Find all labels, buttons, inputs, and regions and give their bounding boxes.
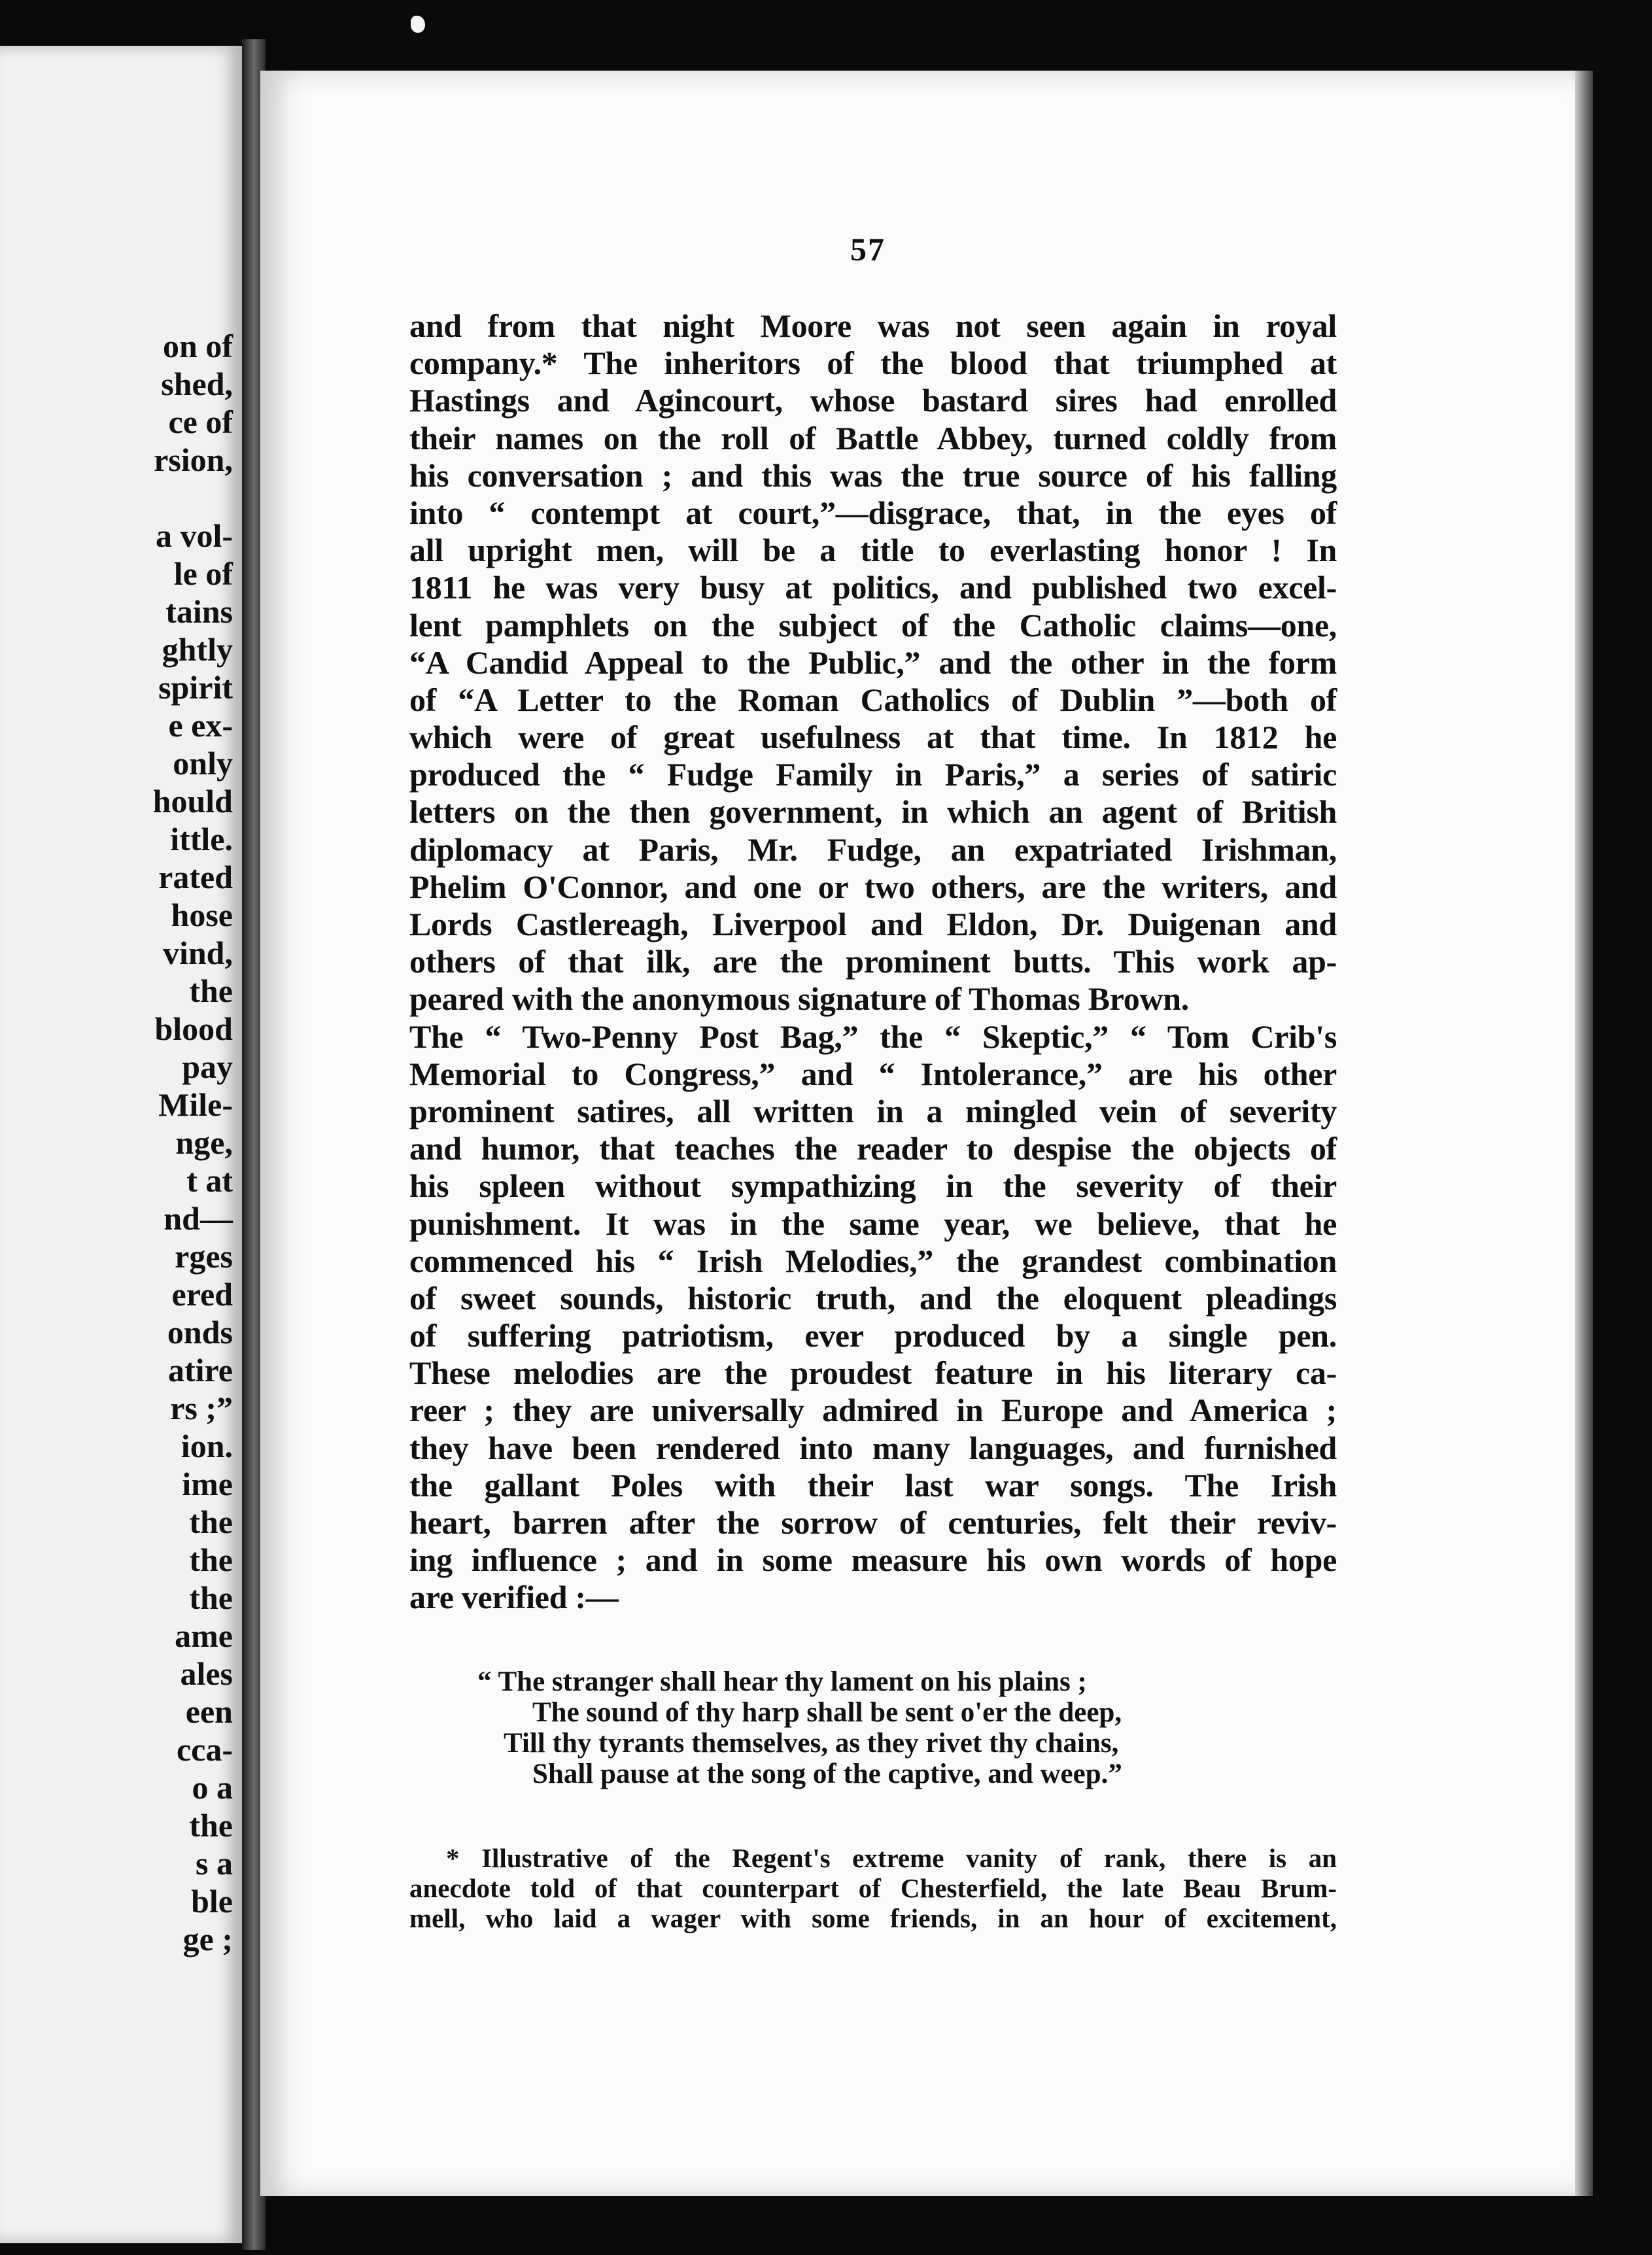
body-text xyxy=(409,307,1337,1617)
left-page-fragment: een xyxy=(185,1693,233,1730)
left-page-fragment: vind, xyxy=(162,935,233,971)
body-line: into “ contempt at court,”—disgrace, that, in the eyes of xyxy=(409,494,1337,531)
body-line: Hastings and Agincourt, whose bastard sires had enrolled xyxy=(409,382,1337,419)
page-edge xyxy=(1575,71,1593,2196)
left-page-fragment: tains xyxy=(165,593,233,630)
body-line: diplomacy at Paris, Mr. Fudge, an expatriated Irishman, xyxy=(409,831,1337,868)
body-line: 1811 he was very busy at politics, and published two excel- xyxy=(409,569,1337,606)
body-line: heart, barren after the sorrow of centuries, felt their reviv- xyxy=(409,1504,1337,1541)
left-page-fragment: e ex- xyxy=(168,707,233,744)
left-page-fragment: spirit xyxy=(158,669,233,706)
left-page-fragment: rges xyxy=(175,1238,233,1275)
verse-line: The sound of thy harp shall be sent o'er the deep, xyxy=(532,1697,1122,1728)
left-facing-page xyxy=(0,46,242,2243)
left-page-fragment: the xyxy=(189,973,233,1009)
body-line: their names on the roll of Battle Abbey, turned coldly from xyxy=(409,419,1337,456)
left-page-fragment: the xyxy=(189,1579,233,1616)
left-page-fragment: cca- xyxy=(176,1731,233,1768)
left-page-fragment: o a xyxy=(192,1769,233,1806)
left-page-fragment: hould xyxy=(152,783,233,819)
body-line: punishment. It was in the same year, we believe, that he xyxy=(409,1205,1337,1242)
left-page-fragment: rated xyxy=(158,859,233,895)
scan-speck xyxy=(411,16,425,33)
left-page-fragment: a vol- xyxy=(155,517,233,554)
left-page-fragment: only xyxy=(173,745,233,782)
verse-line: Shall pause at the song of the captive, and weep.” xyxy=(532,1759,1122,1789)
body-line: ing influence ; and in some measure his own words of hope xyxy=(409,1541,1337,1579)
body-line: produced the “ Fudge Family in Paris,” a series of satiric xyxy=(409,756,1337,793)
body-line: others of that ilk, are the prominent butts. This work ap- xyxy=(409,943,1337,980)
left-page-fragment: onds xyxy=(167,1314,233,1351)
body-line: prominent satires, all written in a mingled vein of severity xyxy=(409,1092,1337,1129)
body-line: of sweet sounds, historic truth, and the eloquent pleadings xyxy=(409,1279,1337,1317)
left-page-fragment: ittle. xyxy=(170,821,233,857)
body-line: Phelim O'Connor, and one or two others, are the writers, and xyxy=(409,868,1337,905)
body-line: These melodies are the proudest feature in his literary ca- xyxy=(409,1354,1337,1392)
body-line: lent pamphlets on the subject of the Catholic claims—one, xyxy=(409,606,1337,644)
body-line: his spleen without sympathizing in the severity of their xyxy=(409,1167,1337,1205)
left-page-fragment: nge, xyxy=(175,1124,233,1161)
left-page-fragment: ales xyxy=(180,1655,233,1692)
left-page-fragment: pay xyxy=(182,1048,233,1085)
body-line: The “ Two-Penny Post Bag,” the “ Skeptic,” “ Tom Crib's xyxy=(409,1018,1337,1055)
left-page-fragment: atire xyxy=(167,1352,233,1388)
verse-quote xyxy=(477,1666,1122,1789)
left-page-fragment: rsion, xyxy=(154,441,233,478)
left-page-fragment: nd— xyxy=(163,1200,233,1237)
body-line: letters on the then government, in which an agent of British xyxy=(409,793,1337,831)
body-line: “A Candid Appeal to the Public,” and the other in the form xyxy=(409,644,1337,681)
body-line: Memorial to Congress,” and “ Intolerance,” are his other xyxy=(409,1055,1337,1092)
body-line: of “A Letter to the Roman Catholics of Dublin ”—both of xyxy=(409,681,1337,718)
left-page-fragment: the xyxy=(189,1541,233,1578)
left-page-text-fragments xyxy=(153,327,233,1958)
verse-line: Till thy tyrants themselves, as they rivet thy chains, xyxy=(504,1728,1119,1759)
footnote-line: * Illustrative of the Regent's extreme vanity of rank, there is an xyxy=(446,1843,1337,1873)
left-page-fragment: ame xyxy=(175,1617,233,1654)
left-page-fragment: ered xyxy=(171,1276,233,1313)
left-page-fragment: the xyxy=(189,1807,233,1844)
left-page-fragment: ce of xyxy=(168,404,233,440)
left-page-fragment: t at xyxy=(186,1162,233,1199)
left-page-fragment: Mile- xyxy=(158,1086,233,1123)
body-line: and from that night Moore was not seen again in royal xyxy=(409,307,1337,344)
footnote-line: mell, who laid a wager with some friends, in an hour of excitement, xyxy=(409,1903,1337,1933)
left-page-fragment: blood xyxy=(154,1010,233,1047)
left-page-fragment: le of xyxy=(173,555,233,592)
left-page-fragment xyxy=(153,479,233,517)
body-line: company.* The inheritors of the blood that triumphed at xyxy=(409,345,1337,382)
left-page-fragment: s a xyxy=(196,1845,233,1882)
left-page-fragment: ge ; xyxy=(182,1921,233,1957)
left-page-fragment: on of xyxy=(163,328,233,364)
left-page-fragment: hose xyxy=(171,897,233,933)
left-page-fragment: ion. xyxy=(181,1428,233,1464)
body-line: reer ; they are universally admired in Europe and America ; xyxy=(409,1392,1337,1429)
left-page-fragment: ghtly xyxy=(162,631,233,668)
left-page-fragment: shed, xyxy=(161,366,233,402)
left-page-fragment: ble xyxy=(191,1883,233,1919)
body-line: all upright men, will be a title to everlasting honor ! In xyxy=(409,532,1337,569)
verse-line: “ The stranger shall hear thy lament on his plains ; xyxy=(477,1666,1087,1697)
footnote-line: anecdote told of that counterpart of Chesterfield, the late Beau Brum- xyxy=(409,1873,1337,1903)
body-line: and humor, that teaches the reader to despise the objects of xyxy=(409,1130,1337,1167)
page-number: 57 xyxy=(850,231,886,267)
body-line: Lords Castlereagh, Liverpool and Eldon, Dr. Duigenan and xyxy=(409,906,1337,942)
body-line: his conversation ; and this was the true source of his falling xyxy=(409,456,1337,494)
body-line: they have been rendered into many languages, and furnished xyxy=(409,1429,1337,1466)
body-line: of suffering patriotism, ever produced by a single pen. xyxy=(409,1317,1337,1354)
body-line: peared with the anonymous signature of Thomas Brown. xyxy=(409,980,1189,1018)
left-page-fragment: the xyxy=(189,1504,233,1540)
left-page-fragment: rs ;” xyxy=(170,1390,233,1426)
body-line: the gallant Poles with their last war songs. The Irish xyxy=(409,1466,1337,1504)
footnote xyxy=(409,1843,1337,1933)
left-page-fragment: ime xyxy=(182,1466,233,1502)
body-line: which were of great usefulness at that time. In 1812 he xyxy=(409,719,1337,756)
body-line: commenced his “ Irish Melodies,” the grandest combination xyxy=(409,1242,1337,1279)
body-line: are verified :— xyxy=(409,1579,619,1616)
